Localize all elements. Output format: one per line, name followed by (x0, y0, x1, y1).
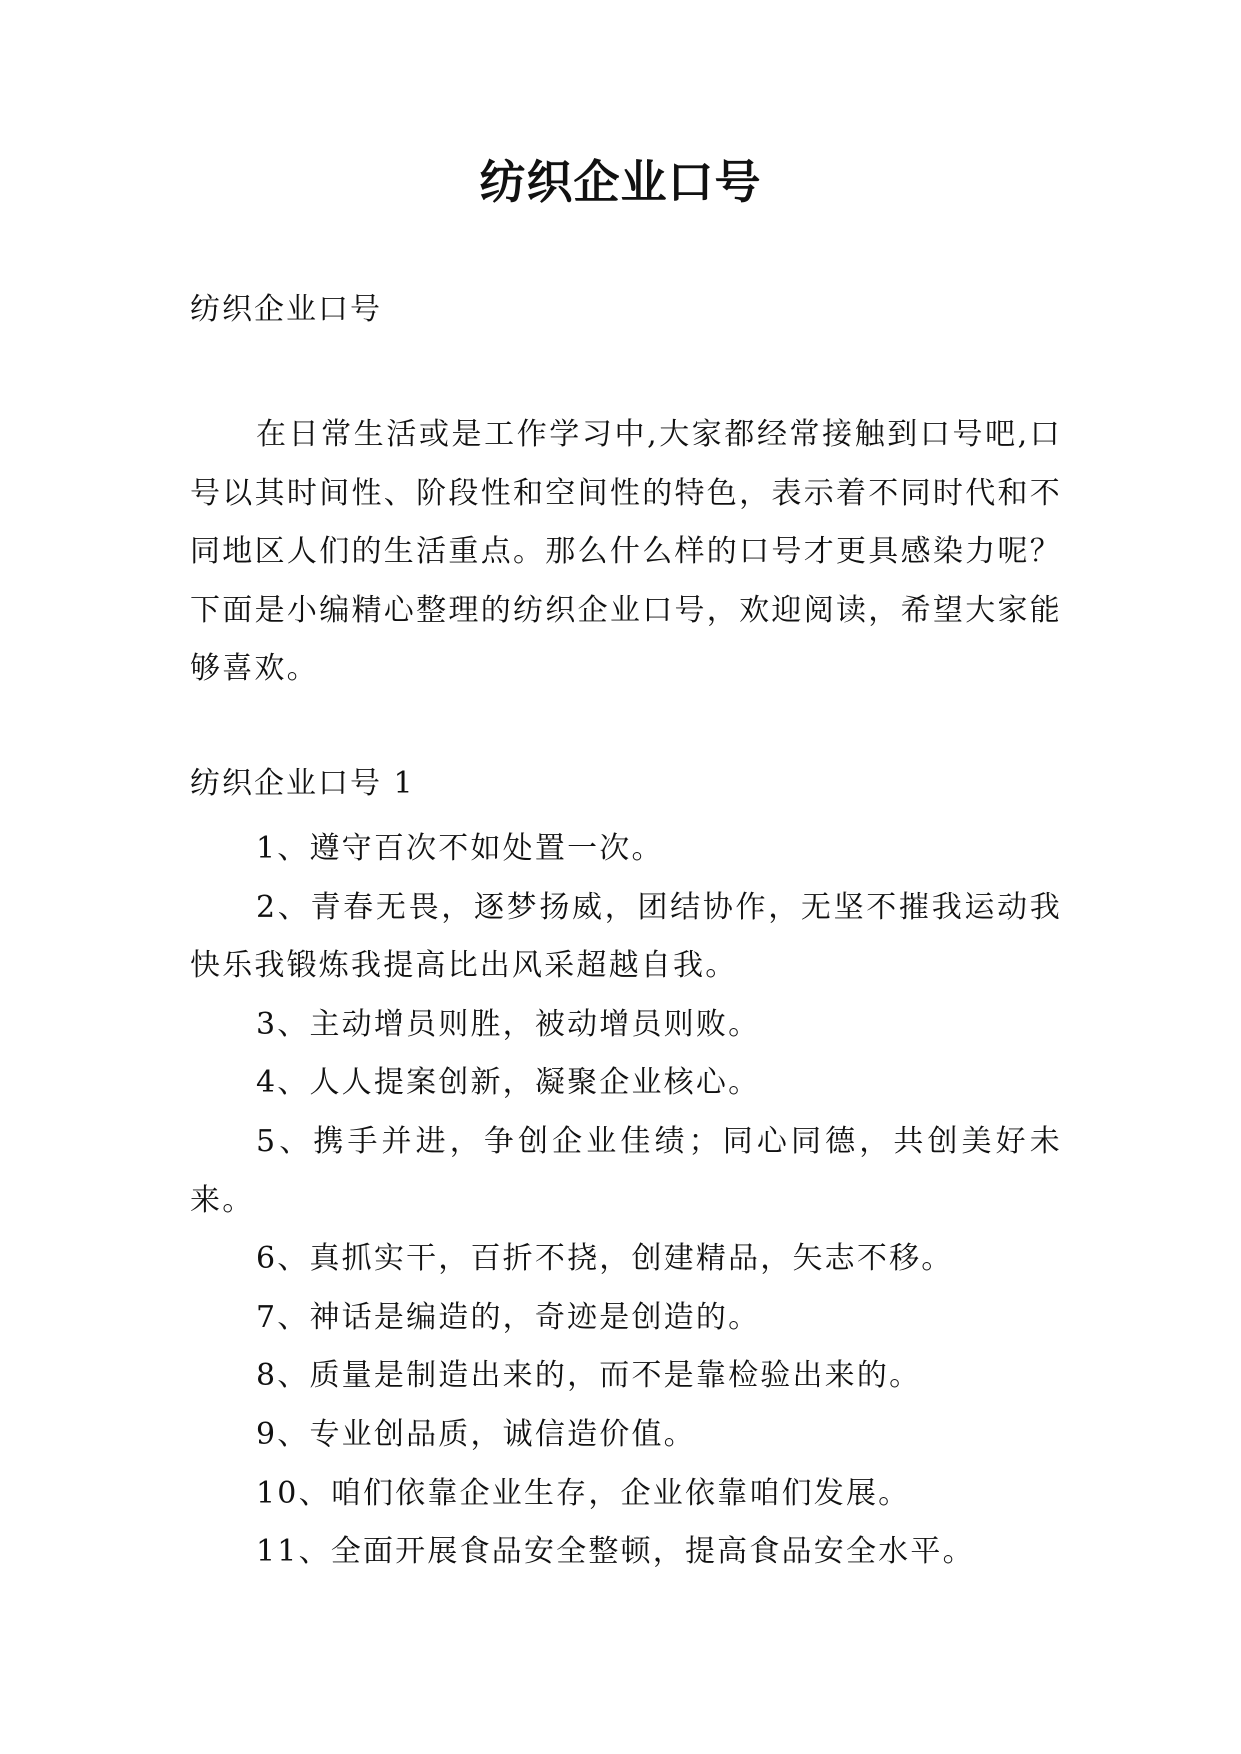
slogan-item: 8、质量是制造出来的，而不是靠检验出来的。 (256, 1358, 922, 1394)
slogan-item: 7、神话是编造的，奇迹是创造的。 (256, 1299, 761, 1335)
slogan-item: 4、人人提案创新，凝聚企业核心。 (256, 1065, 761, 1101)
slogan-item: 11、全面开展食品安全整顿，提高食品安全水平。 (256, 1534, 975, 1570)
slogan-list (190, 820, 1062, 1582)
section-heading: 纺织企业口号 1 (190, 766, 415, 801)
slogan-item: 2、青春无畏，逐梦扬威，团结协作，无坚不摧我运动我快乐我锻炼我提高比出风采超越自我。 (190, 889, 1062, 984)
slogan-item: 3、主动增员则胜，被动增员则败。 (256, 1006, 761, 1042)
intro-paragraph: 在日常生活或是工作学习中,大家都经常接触到口号吧,口号以其时间性、阶段性和空间性的特色，表示着不同时代和不同地区人们的生活重点。那么什么样的口号才更具感染力呢？下面是小编精心整理的纺织企业口号，欢迎阅读，希望大家能够喜欢。 (190, 417, 1062, 687)
slogan-item: 10、咱们依靠企业生存，企业依靠咱们发展。 (256, 1475, 911, 1511)
document-title: 纺织企业口号 (479, 155, 762, 209)
slogan-item: 1、遵守百次不如处置一次。 (256, 831, 664, 866)
document-subtitle: 纺织企业口号 (190, 292, 382, 327)
slogan-item: 9、专业创品质，诚信造价值。 (256, 1416, 696, 1452)
slogan-item: 6、真抓实干，百折不挠，创建精品，矢志不移。 (256, 1241, 954, 1277)
slogan-item: 5、携手并进，争创企业佳绩；同心同德，共创美好未来。 (190, 1123, 1062, 1218)
